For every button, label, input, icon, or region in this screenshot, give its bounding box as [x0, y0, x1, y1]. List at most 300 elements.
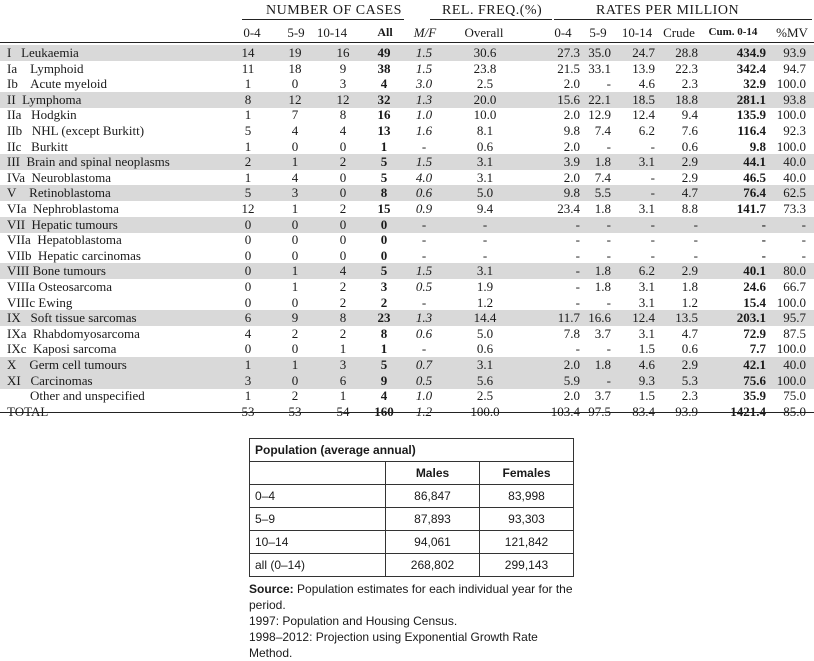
cell-cases-5-9: 18	[288, 60, 302, 76]
cell-rate-10-14: 1.5	[638, 388, 655, 404]
cell-cases-all: 32	[377, 91, 391, 107]
cell-overall: 5.6	[476, 372, 494, 388]
cell-rate-10-14: -	[650, 185, 655, 201]
cell-rate-cum: 1421.4	[730, 403, 766, 419]
cell-rate-crude: 13.5	[675, 310, 698, 326]
cell-mv: 80.0	[783, 263, 806, 279]
table-row	[0, 295, 814, 311]
cell-mf: 1.0	[415, 388, 433, 404]
cell-mv: 92.3	[783, 123, 806, 138]
row-label: IXc Kaposi sarcoma	[7, 341, 117, 357]
cell-rate-crude: 8.8	[681, 201, 698, 216]
cell-rate-crude: 9.4	[681, 107, 698, 123]
cell-cases-0-4: 0	[244, 216, 252, 232]
cell-mf: -	[421, 232, 427, 248]
group-header-rates: RATES PER MILLION	[596, 3, 740, 18]
cell-cases-10-14: 6	[339, 372, 347, 388]
cell-cases-all: 15	[377, 201, 391, 216]
cell-rate-10-14: -	[650, 247, 655, 263]
cell-rate-crude: 1.8	[681, 279, 698, 294]
cell-mv: 73.3	[783, 201, 806, 216]
table-row	[0, 61, 814, 77]
cell-cases-5-9: 4	[291, 169, 299, 185]
cell-rate-0-4: 9.8	[563, 123, 580, 138]
cell-cases-0-4: 1	[244, 169, 252, 185]
cell-cases-0-4: 0	[244, 341, 252, 357]
cell-rate-5-9: 1.8	[594, 201, 611, 216]
cell-cases-5-9: 1	[291, 154, 299, 170]
cell-cases-0-4: 11	[241, 60, 255, 76]
cell-rate-crude: 2.9	[681, 263, 698, 279]
table-row	[0, 248, 814, 264]
cell-cases-0-4: 3	[244, 372, 252, 388]
cell-overall: 1.2	[476, 294, 494, 310]
cell-rate-0-4: 9.8	[563, 185, 580, 201]
cell-mf: 1.3	[415, 310, 433, 326]
cell-rate-5-9: -	[606, 138, 611, 154]
cell-cases-10-14: 2	[339, 279, 347, 294]
population-females: 299,143	[480, 554, 574, 577]
cell-rate-crude: 4.7	[681, 325, 698, 341]
cell-cases-10-14: 4	[339, 123, 347, 138]
cell-cases-5-9: 0	[291, 232, 299, 248]
row-label: XI Carcinomas	[7, 372, 93, 388]
table-row	[0, 139, 814, 155]
cell-mv: 100.0	[776, 138, 806, 154]
cell-rate-cum: 24.6	[743, 279, 766, 294]
cell-cases-all: 38	[377, 60, 391, 76]
col-rates-5-9: 5-9	[589, 25, 607, 40]
cell-rate-0-4: -	[575, 279, 580, 294]
col-rates-0-4: 0-4	[554, 25, 572, 40]
cell-rate-0-4: 15.6	[557, 91, 580, 107]
row-label: IVa Neuroblastoma	[7, 169, 111, 185]
cell-cases-10-14: 1	[339, 388, 347, 404]
cell-cases-0-4: 1	[244, 138, 252, 154]
cell-cases-0-4: 1	[244, 357, 252, 372]
cell-cases-10-14: 0	[339, 138, 347, 154]
cell-overall: 0.6	[476, 341, 494, 357]
cell-cases-10-14: 3	[339, 76, 347, 92]
cell-rate-10-14: -	[650, 232, 655, 248]
cell-mv: 75.0	[783, 388, 806, 404]
cell-overall: 3.1	[476, 154, 494, 170]
cell-cases-all: 8	[380, 325, 388, 341]
cell-rate-10-14: -	[650, 169, 655, 185]
cell-mv: 100.0	[776, 107, 806, 123]
cell-rate-10-14: 6.2	[638, 123, 655, 138]
cell-cases-5-9: 2	[291, 388, 299, 404]
cell-cases-0-4: 6	[244, 310, 252, 326]
population-row	[250, 531, 574, 554]
cell-cases-10-14: 54	[336, 403, 350, 419]
cell-rate-crude: 2.9	[681, 154, 698, 170]
cell-rate-5-9: 97.5	[588, 403, 611, 419]
cell-rate-0-4: 2.0	[563, 107, 580, 123]
row-label: IXa Rhabdomyosarcoma	[7, 325, 140, 341]
group-header-relfreq: REL. FREQ.(%)	[442, 3, 543, 18]
cell-rate-10-14: 18.5	[632, 91, 655, 107]
cell-mf: 4.0	[415, 169, 433, 185]
cell-mf: 0.6	[415, 185, 433, 201]
cell-rate-0-4: 103.4	[550, 403, 580, 419]
cell-rate-5-9: 33.1	[588, 60, 611, 76]
cell-rate-crude: 22.3	[675, 60, 698, 76]
cell-overall: -	[482, 232, 488, 248]
cell-rate-0-4: 5.9	[563, 372, 580, 388]
cell-cases-0-4: 4	[244, 325, 252, 341]
row-label: IIb NHL (except Burkitt)	[7, 123, 145, 138]
source-note-projection: 1998–2012: Projection using Exponential Growth Rate Method.	[249, 630, 538, 660]
cell-cases-0-4: 5	[244, 123, 252, 138]
row-label: Other and unspecified	[30, 388, 145, 404]
cell-overall: 3.1	[476, 263, 494, 279]
cell-mv: 100.0	[776, 76, 806, 92]
cell-overall: 3.1	[476, 357, 494, 372]
cell-rate-5-9: 1.8	[594, 263, 611, 279]
cell-rate-10-14: 3.1	[638, 279, 655, 294]
cell-rate-cum: -	[761, 216, 766, 232]
cell-cases-0-4: 12	[241, 201, 255, 216]
cell-rate-crude: 2.9	[681, 169, 698, 185]
cell-rate-cum: -	[761, 232, 766, 248]
cell-rate-5-9: -	[606, 372, 611, 388]
cell-cases-5-9: 53	[288, 403, 302, 419]
cell-rate-cum: 203.1	[736, 310, 766, 326]
col-cases-all: All	[377, 25, 393, 39]
cell-rate-10-14: 83.4	[632, 403, 655, 419]
col-mf: M/F	[413, 25, 437, 40]
cell-rate-5-9: 12.9	[588, 107, 611, 123]
cell-rate-10-14: 13.9	[632, 60, 655, 76]
cell-mf: 0.9	[415, 201, 433, 216]
cell-overall: 8.1	[476, 123, 494, 138]
cell-rate-5-9: 1.8	[594, 279, 611, 294]
row-label: II Lymphoma	[7, 91, 82, 107]
cell-overall: 5.0	[476, 325, 494, 341]
cell-mf: 1.3	[415, 91, 433, 107]
population-header-blank	[250, 462, 386, 485]
cell-rate-5-9: 1.8	[594, 357, 611, 372]
cell-rate-crude: -	[693, 247, 698, 263]
cell-rate-10-14: 24.7	[632, 45, 655, 60]
cell-mf: -	[421, 138, 427, 154]
table-row	[0, 45, 814, 61]
cell-cases-5-9: 7	[291, 107, 299, 123]
cell-mf: -	[421, 341, 427, 357]
population-females: 121,842	[480, 531, 574, 554]
cell-mv: 40.0	[783, 169, 806, 185]
cell-mf: -	[421, 216, 427, 232]
cell-cases-0-4: 8	[244, 91, 252, 107]
cell-rate-5-9: 16.6	[588, 310, 611, 326]
cell-rate-crude: 18.8	[675, 91, 698, 107]
cell-rate-5-9: 3.7	[594, 388, 611, 404]
cell-rate-0-4: 2.0	[563, 388, 580, 404]
cell-rate-10-14: -	[650, 138, 655, 154]
col-cases-10-14: 10-14	[316, 25, 348, 40]
cell-overall: 100.0	[470, 403, 500, 419]
cell-cases-0-4: 1	[244, 107, 252, 123]
cell-rate-0-4: 23.4	[557, 201, 580, 216]
row-label: VII Hepatic tumours	[7, 216, 118, 232]
table-row	[0, 107, 814, 123]
cell-rate-10-14: 6.2	[638, 263, 655, 279]
cell-cases-5-9: 9	[291, 310, 299, 326]
col-cases-5-9: 5-9	[287, 25, 305, 40]
cell-rate-crude: 7.6	[681, 123, 698, 138]
population-row	[250, 554, 574, 577]
cell-cases-all: 1	[380, 341, 388, 357]
cell-rate-5-9: 3.7	[594, 325, 611, 341]
row-label: VIII Bone tumours	[7, 263, 106, 279]
cell-mv: 100.0	[776, 294, 806, 310]
cell-mf: -	[421, 294, 427, 310]
cell-mf: 0.6	[415, 325, 433, 341]
cell-mv: -	[801, 232, 806, 248]
cell-rate-cum: 135.9	[736, 107, 766, 123]
cell-cases-0-4: 14	[241, 45, 255, 60]
cell-cases-5-9: 3	[291, 185, 299, 201]
cell-rate-crude: 28.8	[675, 45, 698, 60]
cell-rate-cum: 35.9	[743, 388, 766, 404]
rates-underline	[554, 19, 812, 20]
table-row	[0, 154, 814, 170]
cell-rate-cum: 44.1	[743, 154, 766, 170]
cell-cases-5-9: 0	[291, 138, 299, 154]
table-row	[0, 263, 814, 279]
cell-rate-cum: 141.7	[736, 201, 766, 216]
cell-rate-crude: 93.9	[675, 403, 698, 419]
cell-mv: 95.7	[783, 310, 806, 326]
cell-rate-10-14: 12.4	[632, 107, 655, 123]
cell-cases-10-14: 1	[339, 341, 347, 357]
population-age: 5–9	[250, 508, 386, 531]
cell-cases-5-9: 1	[291, 201, 299, 216]
cell-mf: 1.5	[415, 45, 433, 60]
cell-cases-all: 9	[380, 372, 388, 388]
cell-mf: 1.2	[415, 403, 433, 419]
cell-cases-0-4: 0	[244, 263, 252, 279]
cell-cases-all: 5	[380, 169, 388, 185]
cell-rate-5-9: -	[606, 216, 611, 232]
cell-rate-5-9: 5.5	[594, 185, 611, 201]
cell-mv: -	[801, 247, 806, 263]
cell-mf: 1.5	[415, 60, 433, 76]
cell-rate-10-14: 3.1	[638, 201, 655, 216]
population-males: 94,061	[386, 531, 480, 554]
row-label: VIa Nephroblastoma	[7, 201, 119, 216]
cell-cases-all: 0	[380, 216, 388, 232]
group-header-cases: NUMBER OF CASES	[266, 3, 402, 18]
source-text: Population estimates for each individual year for the period.	[249, 582, 573, 612]
col-cases-0-4: 0-4	[243, 25, 261, 40]
col-mv: %MV	[776, 25, 808, 40]
cell-rate-10-14: 3.1	[638, 154, 655, 170]
cell-cases-10-14: 8	[339, 310, 347, 326]
cell-rate-5-9: 7.4	[594, 123, 611, 138]
table-row	[0, 123, 814, 139]
cell-rate-cum: 40.1	[743, 263, 766, 279]
cell-mf: 1.0	[415, 107, 433, 123]
cell-rate-cum: 281.1	[736, 91, 766, 107]
cell-overall: -	[482, 247, 488, 263]
cell-rate-0-4: 7.8	[563, 325, 580, 341]
population-source	[249, 581, 573, 613]
cell-mf: 0.5	[415, 372, 433, 388]
table-row	[0, 185, 814, 201]
cell-mv: 93.8	[783, 91, 806, 107]
cell-rate-10-14: 3.1	[638, 294, 655, 310]
cell-mv: 93.9	[783, 45, 806, 60]
cell-mv: 100.0	[776, 341, 806, 357]
cell-rate-0-4: -	[575, 341, 580, 357]
row-label: IIc Burkitt	[7, 138, 69, 154]
cell-overall: 1.9	[476, 279, 494, 294]
cell-overall: -	[482, 216, 488, 232]
row-label: VIIa Hepatoblastoma	[7, 232, 122, 248]
cell-rate-0-4: 21.5	[557, 60, 580, 76]
cell-rate-10-14: 12.4	[632, 310, 655, 326]
row-label: IIa Hodgkin	[7, 107, 77, 123]
cell-rate-5-9: -	[606, 232, 611, 248]
cell-mv: 40.0	[783, 357, 806, 372]
cell-cases-10-14: 0	[339, 185, 347, 201]
cell-rate-5-9: 22.1	[588, 91, 611, 107]
cell-cases-10-14: 2	[339, 154, 347, 170]
population-header-males: Males	[386, 462, 480, 485]
table-row	[0, 279, 814, 295]
cell-rate-10-14: 9.3	[638, 372, 655, 388]
header-rule	[0, 42, 814, 43]
cell-cases-10-14: 0	[339, 232, 347, 248]
cell-overall: 2.5	[476, 76, 494, 92]
cell-rate-0-4: 11.7	[557, 310, 580, 326]
cell-rate-crude: 2.3	[681, 76, 698, 92]
population-males: 86,847	[386, 485, 480, 508]
cell-rate-0-4: 2.0	[563, 138, 580, 154]
table-row	[0, 310, 814, 326]
cell-overall: 20.0	[473, 91, 497, 107]
cell-rate-crude: 4.7	[681, 185, 698, 201]
cell-cases-0-4: 0	[244, 247, 252, 263]
cell-cases-5-9: 0	[291, 216, 299, 232]
population-age: 0–4	[250, 485, 386, 508]
cell-cases-all: 13	[377, 123, 391, 138]
cell-rate-5-9: 1.8	[594, 154, 611, 170]
cell-cases-10-14: 9	[339, 60, 347, 76]
cell-rate-cum: 116.4	[737, 123, 766, 138]
cell-mv: -	[801, 216, 806, 232]
cell-rate-0-4: -	[575, 294, 580, 310]
cell-rate-crude: 1.2	[681, 294, 698, 310]
cell-cases-all: 23	[377, 310, 391, 326]
cell-overall: 10.0	[473, 107, 497, 123]
cell-cases-5-9: 4	[291, 123, 299, 138]
table-row	[0, 201, 814, 217]
cell-rate-crude: 0.6	[681, 138, 698, 154]
cell-mf: 0.5	[415, 279, 433, 294]
cell-mf: 0.7	[415, 357, 433, 372]
cell-overall: 5.0	[476, 185, 494, 201]
cell-rate-5-9: -	[606, 76, 611, 92]
cell-cases-all: 16	[377, 107, 391, 123]
row-label: Ib Acute myeloid	[7, 76, 108, 92]
cell-cases-5-9: 19	[288, 45, 302, 60]
cell-cases-5-9: 0	[291, 76, 299, 92]
cell-overall: 23.8	[473, 60, 497, 76]
cell-rate-cum: 32.9	[743, 76, 766, 92]
cell-cases-all: 160	[374, 403, 394, 419]
cell-cases-all: 0	[380, 247, 388, 263]
cell-cases-0-4: 0	[244, 294, 252, 310]
cell-cases-10-14: 0	[339, 247, 347, 263]
cell-cases-10-14: 0	[339, 216, 347, 232]
cell-cases-all: 49	[377, 45, 391, 60]
cell-rate-cum: 342.4	[736, 60, 766, 76]
col-rates-10-14: 10-14	[621, 25, 653, 40]
cell-mv: 62.5	[783, 185, 806, 201]
row-label: III Brain and spinal neoplasms	[7, 154, 170, 170]
table-row	[0, 326, 814, 342]
relfreq-underline	[430, 19, 552, 20]
cell-rate-10-14: 4.6	[638, 76, 655, 92]
cell-cases-0-4: 1	[244, 76, 252, 92]
table-row	[0, 373, 814, 389]
cell-cases-all: 0	[380, 232, 388, 248]
table-row	[0, 217, 814, 233]
cell-mv: 87.5	[783, 325, 806, 341]
cell-rate-cum: 15.4	[743, 294, 766, 310]
cell-mf: 1.6	[415, 123, 433, 138]
cell-mv: 94.7	[783, 60, 806, 76]
cell-rate-cum: 434.9	[736, 45, 766, 60]
cell-cases-10-14: 2	[339, 201, 347, 216]
cell-overall: 14.4	[473, 310, 497, 326]
cell-cases-10-14: 3	[339, 357, 347, 372]
col-rates-crude: Crude	[663, 25, 695, 40]
row-label: V Retinoblastoma	[7, 185, 111, 201]
cell-mf: 3.0	[415, 76, 433, 92]
cell-overall: 2.5	[476, 388, 494, 404]
cell-cases-5-9: 2	[291, 325, 299, 341]
row-label: I Leukaemia	[7, 45, 79, 60]
cell-rate-0-4: -	[575, 232, 580, 248]
table-row	[0, 357, 814, 373]
population-box	[249, 438, 573, 661]
cell-cases-all: 5	[380, 154, 388, 170]
cell-rate-5-9: -	[606, 341, 611, 357]
row-label: Ia Lymphoid	[7, 60, 84, 76]
cell-cases-10-14: 4	[339, 263, 347, 279]
cell-mf: 1.5	[415, 154, 433, 170]
cell-rate-10-14: -	[650, 216, 655, 232]
cell-cases-all: 4	[380, 388, 388, 404]
cell-cases-5-9: 1	[291, 263, 299, 279]
cell-rate-0-4: 2.0	[563, 169, 580, 185]
cell-cases-5-9: 0	[291, 294, 299, 310]
cell-mf: -	[421, 247, 427, 263]
cell-overall: 3.1	[476, 169, 494, 185]
cell-cases-10-14: 0	[339, 169, 347, 185]
population-row	[250, 508, 574, 531]
row-label: VIIIa Osteosarcoma	[7, 279, 113, 294]
population-title: Population (average annual)	[250, 439, 574, 462]
cell-rate-crude: 2.3	[681, 388, 698, 404]
bottom-rule	[0, 412, 814, 413]
table-row	[0, 341, 814, 357]
cell-cases-5-9: 12	[288, 91, 302, 107]
